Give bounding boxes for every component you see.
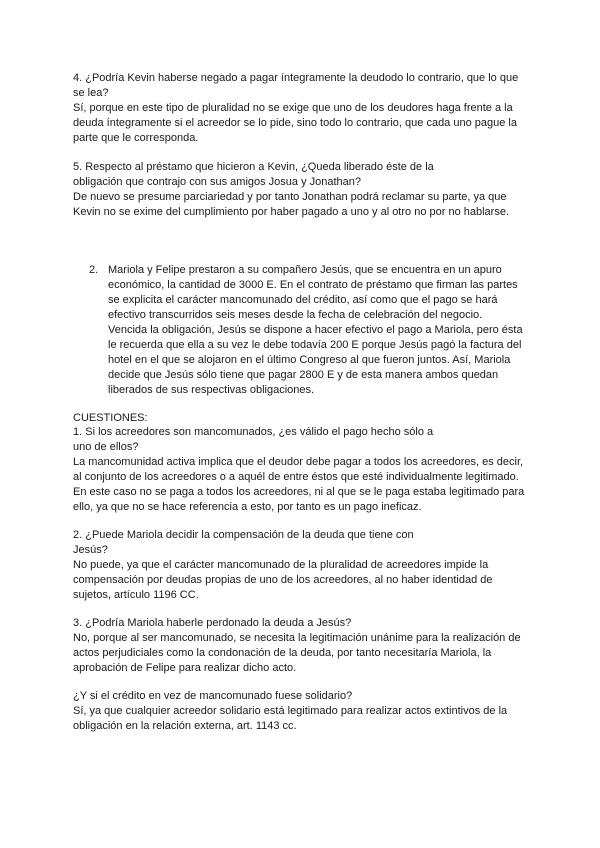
c1-question-line: uno de ellos?: [73, 441, 139, 453]
c4-question-line: ¿Y si el crédito en vez de mancomunado fuese solidario?: [73, 690, 353, 702]
cuestiones-heading: CUESTIONES:: [73, 412, 148, 424]
q5-answer-line: Kevin no se exime del cumplimiento por haber pagado a uno y al otro no por no hablarse.: [73, 206, 509, 218]
q5-question-line: obligación que contrajo con sus amigos Josua y Jonathan?: [73, 176, 362, 188]
q4-answer-line: deuda íntegramente si el acreedor se lo pide, sino todo lo contrario, que cada uno pague la: [73, 117, 517, 129]
c3-question-line: 3. ¿Podría Mariola haberle perdonado la deuda a Jesús?: [73, 617, 352, 629]
c2-answer-line: compensación por deudas propias de uno de los acreedores, al no haber identidad de: [73, 574, 493, 586]
q4-question-line: se lea?: [73, 87, 109, 99]
case-line: decide que Jesús sólo tiene que pagar 2800 E y de esta manera ambos quedan: [108, 369, 499, 381]
c1-answer-line: ello, ya que no se hace referencia a esto, por tanto es un pago ineficaz.: [73, 501, 422, 513]
case-number: 2.: [89, 264, 99, 276]
case-line: le recuerda que ella a su vez le debe todavía 200 E porque Jesús pagó la factura del: [108, 339, 522, 351]
c2-answer-line: No puede, ya que el carácter mancomunado de la pluralidad de acreedores impide la: [73, 559, 489, 571]
c3-answer-line: No, porque al ser mancomunado, se necesita la legitimación unánime para la realización de: [73, 632, 521, 644]
case-line: Vencida la obligación, Jesús se dispone a hacer efectivo el pago a Mariola, pero ésta: [108, 324, 523, 336]
c3-answer-line: actos perjudiciales como la condonación de la deuda, por tanto necesitaría Mariola, la: [73, 647, 492, 659]
case-line: liberados de sus respectivas obligaciones.: [108, 384, 315, 396]
q5-question-line: 5. Respecto al préstamo que hicieron a Kevin, ¿Queda liberado éste de la: [73, 161, 434, 173]
c1-answer-line: La mancomunidad activa implica que el deudor debe pagar a todos los acreedores, es decir,: [73, 456, 524, 468]
c1-answer-line: al conjunto de los acreedores o a aquél de entre éstos que esté individualmente legitimado.: [73, 471, 519, 483]
case-line: efectivo transcurridos seis meses desde la fecha de celebración del negocio.: [108, 309, 483, 321]
c1-question-line: 1. Si los acreedores son mancomunados, ¿es válido el pago hecho sólo a: [73, 426, 434, 438]
case-line: Mariola y Felipe prestaron a su compañero Jesús, que se encuentra en un apuro: [108, 264, 502, 276]
c3-answer-line: aprobación de Felipe para realizar dicho acto.: [73, 662, 297, 674]
c2-answer-line: sujetos, artículo 1196 CC.: [73, 589, 199, 601]
c4-answer-line: obligación en la relación externa, art. 1143 cc.: [73, 720, 297, 732]
case-line: hotel en el que se alojaron en el último Congreso al que fueron juntos. Así, Mariola: [108, 354, 511, 366]
c1-answer-line: En este caso no se paga a todos los acreedores, ni al que se le paga estaba legitimado para: [73, 486, 525, 498]
q4-question-line: 4. ¿Podría Kevin haberse negado a pagar íntegramente la deudodo lo contrario, que lo que: [73, 72, 519, 84]
c2-question-line: 2. ¿Puede Mariola decidir la compensación de la deuda que tiene con: [73, 529, 414, 541]
q5-answer-line: De nuevo se presume parciariedad y por tanto Jonathan podrá reclamar su parte, ya que: [73, 191, 507, 203]
q4-answer-line: Sí, porque en este tipo de pluralidad no se exige que uno de los deudores haga frente a la: [73, 102, 513, 114]
c4-answer-line: Sí, ya que cualquier acreedor solidario está legitimado para realizar actos extintivos de la: [73, 705, 508, 717]
c2-question-line: Jesús?: [73, 544, 108, 556]
case-line: económico, la cantidad de 3000 E. En el contrato de préstamo que firman las partes: [108, 279, 518, 291]
case-line: se explicita el carácter mancomunado del crédito, así como que el pago se hará: [108, 294, 498, 306]
q4-answer-line: parte que le corresponda.: [73, 132, 199, 144]
